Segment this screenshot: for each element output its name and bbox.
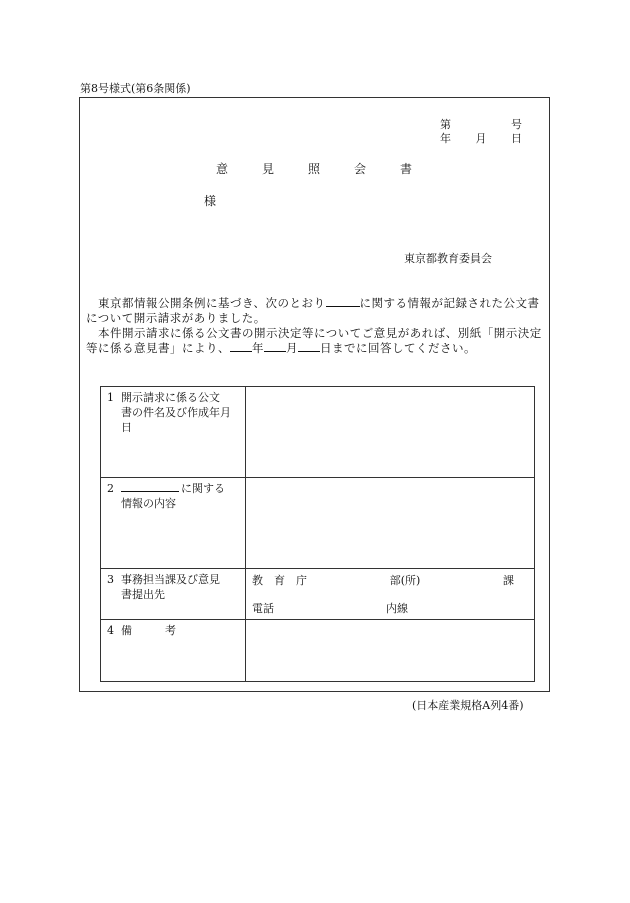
title-char: 意 [216, 162, 229, 176]
blank-line [121, 481, 179, 492]
remarks-label: 備 考 [121, 624, 176, 637]
table-row [101, 569, 535, 620]
paper-size-note: (日本産業規格A列4番) [412, 699, 524, 712]
table-row [101, 478, 535, 569]
phone-line [252, 600, 514, 616]
title-char: 会 [353, 162, 366, 176]
office-department: 部(所) [389, 574, 421, 587]
row2-label [101, 478, 246, 569]
number-suffix: 号 [511, 118, 522, 131]
row-number: 2 [107, 482, 114, 495]
date-line [440, 130, 522, 146]
row-number: 1 [107, 391, 114, 404]
row1-line1: 開示請求に係る公文 [121, 391, 220, 404]
office-line [252, 572, 514, 588]
info-table [100, 386, 535, 682]
sender-name: 東京都教育委員会 [404, 252, 492, 265]
row4-value[interactable] [246, 620, 535, 682]
document-title [216, 160, 412, 177]
row-number: 3 [107, 573, 114, 586]
row1-value[interactable] [246, 387, 535, 478]
day-label: 日 [511, 132, 522, 145]
blank-line [298, 341, 320, 352]
form-number-label: 第8号様式(第6条関係) [80, 82, 191, 95]
office-agency: 教 育 庁 [252, 574, 307, 587]
row4-label [101, 620, 246, 682]
year-label: 年 [440, 132, 451, 145]
title-char: 書 [399, 162, 412, 176]
row1-line3: 日 [121, 421, 132, 434]
row2-line2: 情報の内容 [121, 497, 176, 510]
row1-line2: 書の件名及び作成年月 [121, 406, 231, 419]
row3-label [101, 569, 246, 620]
phone-label: 電話 [252, 602, 274, 615]
row-number: 4 [107, 624, 114, 637]
title-char: 照 [307, 162, 320, 176]
paragraph-2 [86, 326, 546, 356]
row3-value[interactable] [246, 569, 535, 620]
blank-line [264, 341, 286, 352]
title-char: 見 [261, 162, 274, 176]
reply-month-label: 月 [286, 341, 298, 355]
table-row [101, 387, 535, 478]
addressee-suffix: 様 [204, 194, 217, 208]
reply-year-label: 年 [252, 341, 264, 355]
blank-line [326, 296, 360, 307]
extension-label: 内線 [386, 602, 408, 615]
paragraph-1-after: に関する情報が記録された公文書について開示請求がありました。 [86, 296, 540, 325]
row1-label [101, 387, 246, 478]
row3-line2: 書提出先 [121, 588, 165, 601]
office-section: 課 [503, 574, 514, 587]
row3-line1: 事務担当課及び意見 [121, 573, 220, 586]
reply-day-tail: 日までに回答してください。 [320, 341, 476, 355]
blank-line [230, 341, 252, 352]
paragraph-2-text: 本件開示請求に係る公文書の開示決定等についてご意見があれば、別紙「開示決定等に係る意見書」により、 [86, 326, 542, 355]
number-prefix: 第 [440, 118, 451, 131]
table-row [101, 620, 535, 682]
row2-value[interactable] [246, 478, 535, 569]
month-label: 月 [475, 132, 487, 145]
row2-line1: に関する [181, 482, 225, 495]
paragraph-1 [86, 296, 546, 326]
paragraph-1-before: 東京都情報公開条例に基づき、次のとおり [98, 296, 326, 310]
